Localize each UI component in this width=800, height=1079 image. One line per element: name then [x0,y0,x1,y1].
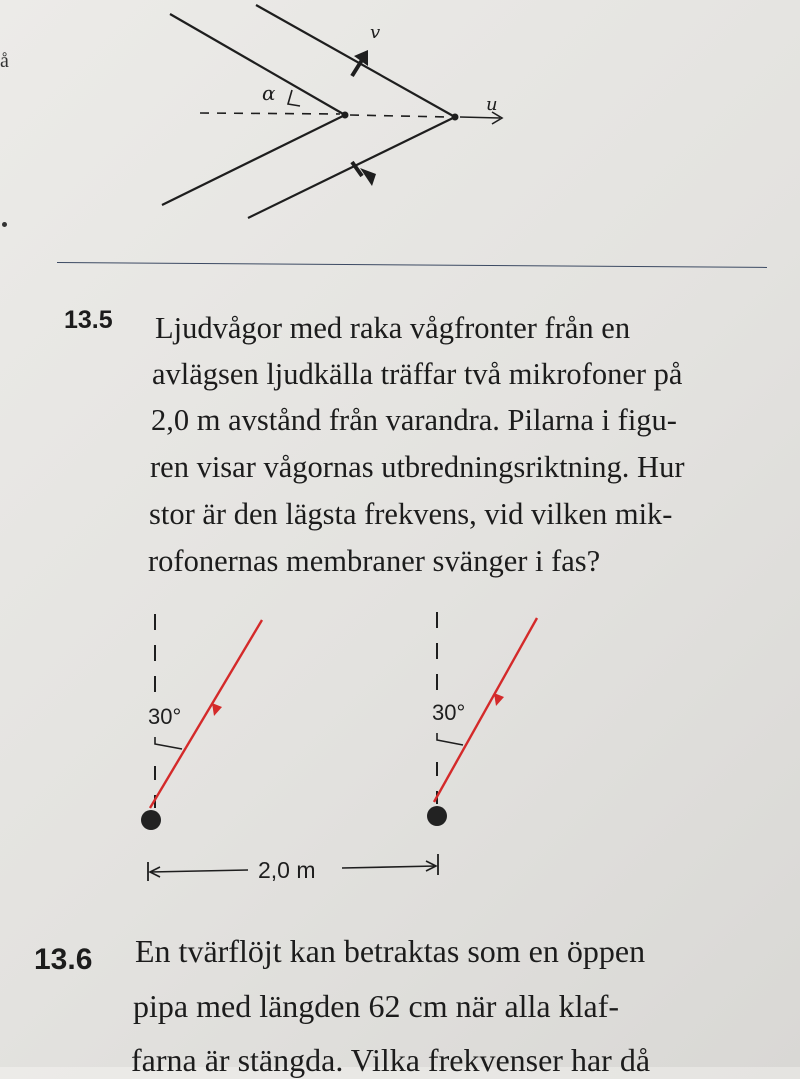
right-angle-arc [437,733,463,745]
page-edge-letter: å [0,50,9,72]
problem-13-6-line-2: pipa med längden 62 cm när alla klaf- [133,988,620,1024]
problem-13-5-line-6: rofonernas membraner svänger i fas? [148,544,601,578]
alpha-label: α [262,81,276,105]
left-microphone [141,810,161,830]
left-angle-arc [155,737,182,749]
problem-13-5-line-2: avlägsen ljudkälla träffar två mikrofoner på [152,357,683,391]
left-ray-arrowhead [212,703,222,716]
problem-number-13-5: 13.5 [64,306,113,334]
distance-label: 2,0 m [258,857,316,883]
right-ray-arrowhead [494,693,504,706]
dimension-line-left [150,870,248,872]
problem-13-6-line-3: farna är stängda. Vilka frekvenser har då [131,1042,651,1078]
problem-13-6-line-1: En tvärflöjt kan betraktas som en öppen [135,933,646,969]
problem-number-13-6: 13.6 [34,943,93,976]
problem-13-5-line-1: Ljudvågor med raka vågfronter från en [155,311,631,345]
problem-13-5-line-4: ren visar vågornas utbredningsriktning. Hur [150,450,685,484]
v-label: v [370,22,381,43]
u-label: u [486,94,498,115]
right-microphone [427,806,447,826]
right-angle-label: 30° [432,700,466,725]
problem-13-5-line-5: stor är den lägsta frekvens, vid vilken mik- [149,497,673,531]
problem-13-5-line-3: 2,0 m avstånd från varandra. Pilarna i figu- [151,403,677,437]
left-angle-label: 30° [148,704,182,729]
dimension-line-right [342,866,436,868]
